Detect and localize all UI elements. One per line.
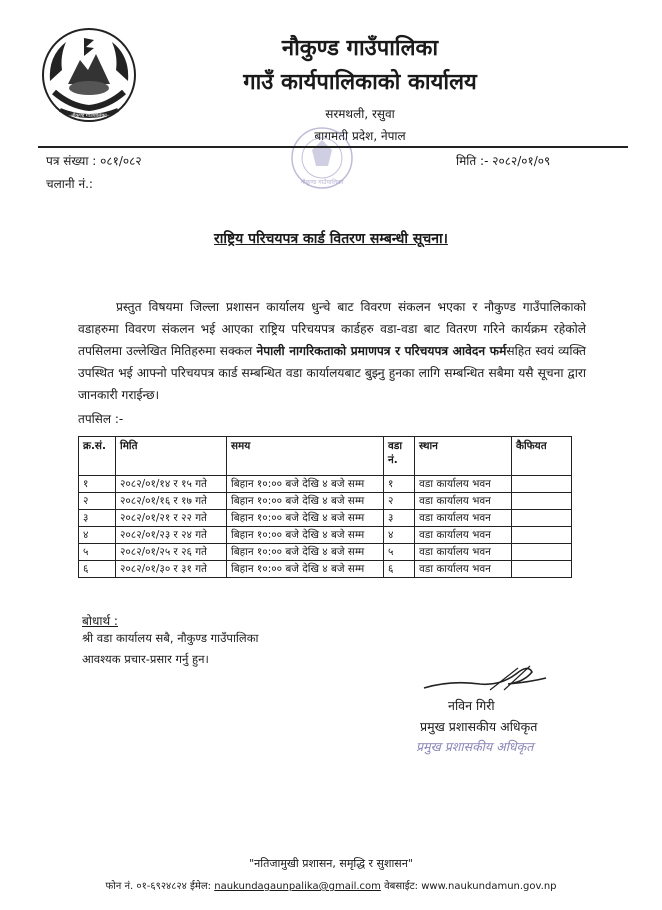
body-text-2: सहित स्वयं व्यक्ति उपस्थित भई आफ्नो परिचयपत्र कार्ड सम्बन्धित वडा कार्यालयबाट बुझ्नु हुनका लागि सम्बन्धित सबैमा यसै सूचना द्वारा जानकारी गराईन्छ। [78,344,586,402]
cell-place: वडा कार्यालय भवन [415,476,512,493]
reference-number: पत्र संख्या : ०८१/०८२ [46,154,142,168]
footer-email-link[interactable]: naukundagaunpalika@gmail.com [214,881,381,892]
cell-serial: २ [79,493,116,510]
designation-stamp: प्रमुख प्रशासकीय अधिकृत [416,739,534,754]
body-text-bold: नेपाली नागरिकताको प्रमाणपत्र र परिचयपत्र आवेदन फर्म [256,344,507,358]
cell-ward: २ [384,493,415,510]
dispatch-number: चलानी नं.: [46,177,93,191]
footer-website-link[interactable]: www.naukundamun.gov.np [421,881,557,892]
signature-icon [420,660,550,696]
table-row [79,544,572,561]
cell-place: वडा कार्यालय भवन [415,527,512,544]
table-row [79,527,572,544]
cell-time: बिहान १०:०० बजे देखि ४ बजे सम्म [227,510,384,527]
cell-place: वडा कार्यालय भवन [415,561,512,578]
cell-date: २०८२/०१/२१ र २२ गते [116,510,227,527]
col-remarks: कैफियत [512,437,572,476]
footer-motto: "नतिजामुखी प्रशासन, समृद्धि र सुशासन" [249,857,413,870]
footer-contact [0,878,662,892]
cell-serial: ५ [79,544,116,561]
municipality-emblem-icon [40,26,138,124]
cell-time: बिहान १०:०० बजे देखि ४ बजे सम्म [227,527,384,544]
address-line-1: सरमथली, रसुवा [325,107,395,121]
distribution-schedule-table [78,436,572,578]
subject-line [0,228,662,248]
body-text-1: प्रस्तुत विषयमा जिल्ला प्रशासन कार्यालय धुन्चे बाट विवरण संकलन भएका र नौकुण्ड गाउँपालिकाको वडाहरुमा विवरण संकलन भई आएका राष्ट्रिय परिचयपत्र कार्डहरु वडा-वडा बाट वितरण गरिने कार्यक्रम रहेकोले तपसिलमा उल्लेखित मितिहरुमा सक्कल [78,300,586,358]
footer-email-label: ईमेल: [186,881,215,892]
subject-text: राष्ट्रिय परिचयपत्र कार्ड वितरण सम्बन्धी सूचना। [214,231,448,247]
cell-remarks [512,476,572,493]
cc-line-1: श्री वडा कार्यालय सबै, नौकुण्ड गाउँपालिका [82,631,259,645]
col-time: समय [227,437,384,476]
letter-date: मिति :- २०८२/०१/०९ [456,154,551,168]
cell-remarks [512,544,572,561]
col-place: स्थान [415,437,512,476]
cell-serial: ४ [79,527,116,544]
cell-ward: ३ [384,510,415,527]
cell-place: वडा कार्यालय भवन [415,510,512,527]
cell-time: बिहान १०:०० बजे देखि ४ बजे सम्म [227,493,384,510]
cell-ward: ५ [384,544,415,561]
cell-serial: १ [79,476,116,493]
cc-line-2: आवश्यक प्रचार-प्रसार गर्नु हुन। [82,652,209,666]
cell-ward: ४ [384,527,415,544]
cell-remarks [512,493,572,510]
table-row [79,476,572,493]
table-row [79,510,572,527]
cell-time: बिहान १०:०० बजे देखि ४ बजे सम्म [227,476,384,493]
cell-date: २०८२/०१/२५ र २६ गते [116,544,227,561]
cell-date: २०८२/०१/२३ र २४ गते [116,527,227,544]
table-row [79,493,572,510]
cell-place: वडा कार्यालय भवन [415,493,512,510]
header-divider [38,146,628,148]
col-ward: वडा नं. [384,437,415,476]
col-date: मिति [116,437,227,476]
cell-remarks [512,527,572,544]
cell-serial: ३ [79,510,116,527]
signatory-name: नविन गिरी [448,698,495,713]
cell-remarks [512,510,572,527]
notice-body [78,296,586,406]
table-row [79,561,572,578]
emblem-caption: नौकुण्ड गाउँपालिका [71,113,107,119]
table-header-row [79,437,572,476]
cell-date: २०८२/०१/१६ र १७ गते [116,493,227,510]
cell-date: २०८२/०१/३० र ३१ गते [116,561,227,578]
schedule-label: तपसिल :- [78,412,124,426]
cc-title: बोधार्थ : [82,614,118,628]
cell-time: बिहान १०:०० बजे देखि ४ बजे सम्म [227,544,384,561]
cell-remarks [512,561,572,578]
office-name: गाउँ कार्यपालिकाको कार्यालय [243,70,477,95]
org-name: नौकुण्ड गाउँपालिका [281,36,439,61]
cell-serial: ६ [79,561,116,578]
signatory-designation: प्रमुख प्रशासकीय अधिकृत [420,719,538,734]
stamp-text: नौकुण्ड गाउँपालिका [300,179,344,186]
cell-time: बिहान १०:०० बजे देखि ४ बजे सम्म [227,561,384,578]
cell-ward: १ [384,476,415,493]
cell-date: २०८२/०१/१४ र १५ गते [116,476,227,493]
footer-phone: फोन नं. ०१-६९२४८२४ [105,881,187,892]
cell-place: वडा कार्यालय भवन [415,544,512,561]
office-stamp-icon [268,118,376,198]
cell-ward: ६ [384,561,415,578]
address-line-2: बागमती प्रदेश, नेपाल [314,129,406,143]
footer-web-label: वेबसाईट: [380,881,422,892]
col-serial: क्र.सं. [79,437,116,476]
